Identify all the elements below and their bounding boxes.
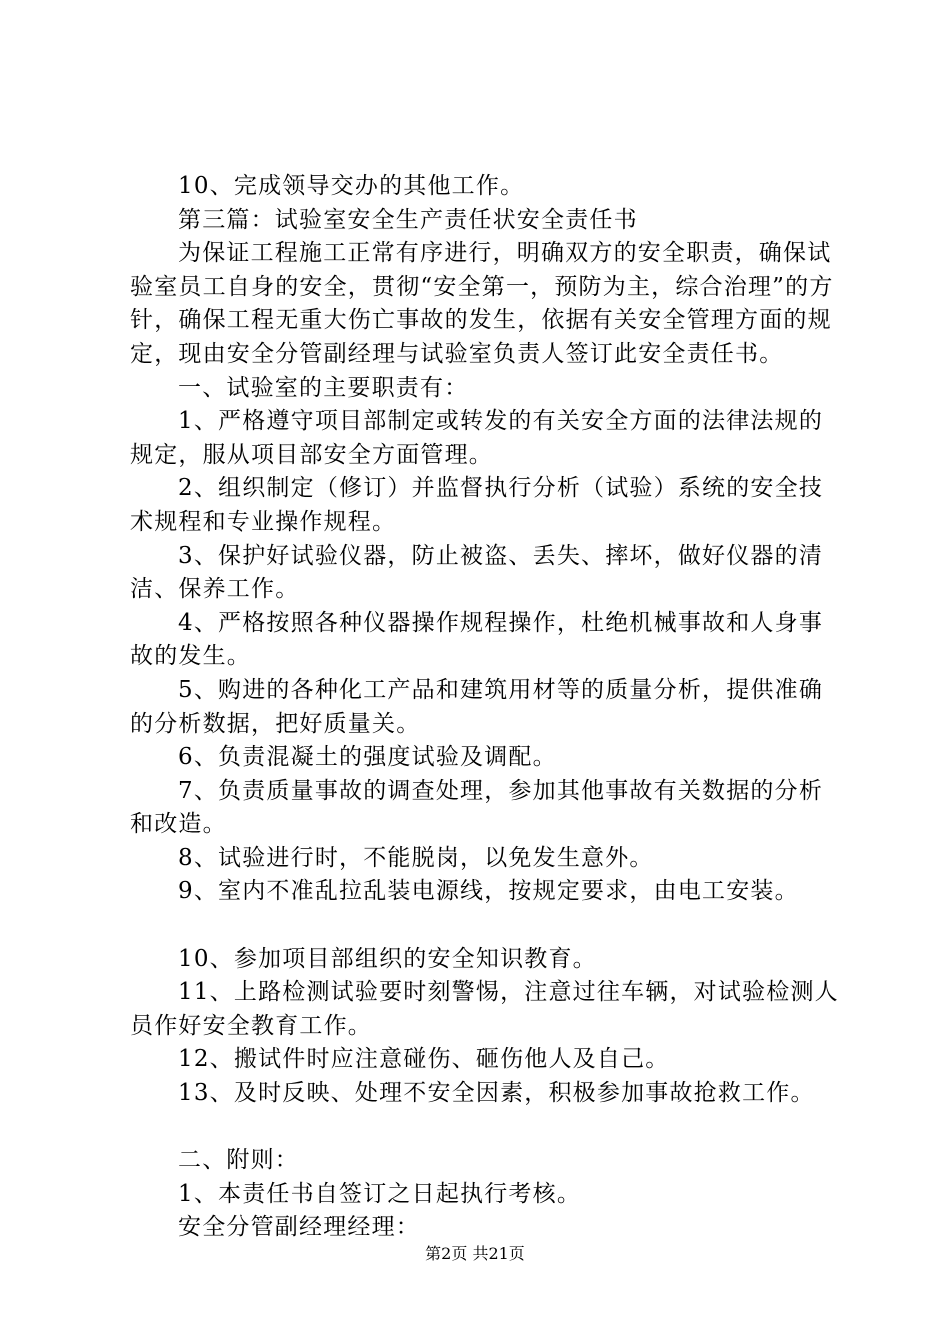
duty-item-7: 7、负责质量事故的调查处理，参加其他事故有关数据的分析和改造。 [130,777,824,838]
duty-item-3: 3、保护好试验仪器，防止被盗、丢失、摔坏，做好仪器的清洁、保养工作。 [130,542,824,603]
duty-item-13: 13、及时反映、处理不安全因素，积极参加事故抢救工作。 [178,1080,815,1107]
section-heading: 第三篇：试验室安全生产责任状安全责任书 [178,206,638,233]
document-body [130,170,840,1245]
duty-item-10: 10、参加项目部组织的安全知识教育。 [178,945,597,972]
intro-paragraph: 为保证工程施工正常有序进行，明确双方的安全职责，确保试验室员工自身的安全，贯彻“安全第一，预防为主，综合治理”的方针，确保工程无重大伤亡事故的发生，依据有关安全管理方面的规定，现由安全分管副经理与试验室负责人签订此安全责任书。 [130,240,834,367]
appendix-heading: 二、附则： [178,1147,299,1174]
duty-item-8: 8、试验进行时，不能脱岗，以免发生意外。 [178,844,654,871]
appendix-item-1: 1、本责任书自签订之日起执行考核。 [178,1180,582,1207]
paragraph-item-10: 10、完成领导交办的其他工作。 [178,173,525,199]
duty-item-6: 6、负责混凝土的强度试验及调配。 [178,744,557,771]
signature-line: 安全分管副经理经理： [178,1214,420,1241]
duty-item-11: 11、上路检测试验要时刻警惕，注意过往车辆，对试验检测人员作好安全教育工作。 [130,979,839,1039]
page-footer: 第2页 共21页 [425,1244,525,1263]
duty-item-12: 12、搬试件时应注意碰伤、砸伤他人及自己。 [178,1046,670,1073]
duty-item-1: 1、严格遵守项目部制定或转发的有关安全方面的法律法规的规定，服从项目部安全方面管理。 [130,408,824,468]
duty-item-4: 4、严格按照各种仪器操作规程操作，杜绝机械事故和人身事故的发生。 [130,609,824,670]
duties-heading: 一、试验室的主要职责有： [178,374,469,401]
duty-item-9: 9、室内不准乱拉乱装电源线，按规定要求，由电工安装。 [178,878,799,905]
duty-item-2: 2、组织制定（修订）并监督执行分析（试验）系统的安全技术规程和专业操作规程。 [130,475,824,535]
duty-item-5: 5、购进的各种化工产品和建筑用材等的质量分析，提供准确的分析数据，把好质量关。 [130,676,824,737]
